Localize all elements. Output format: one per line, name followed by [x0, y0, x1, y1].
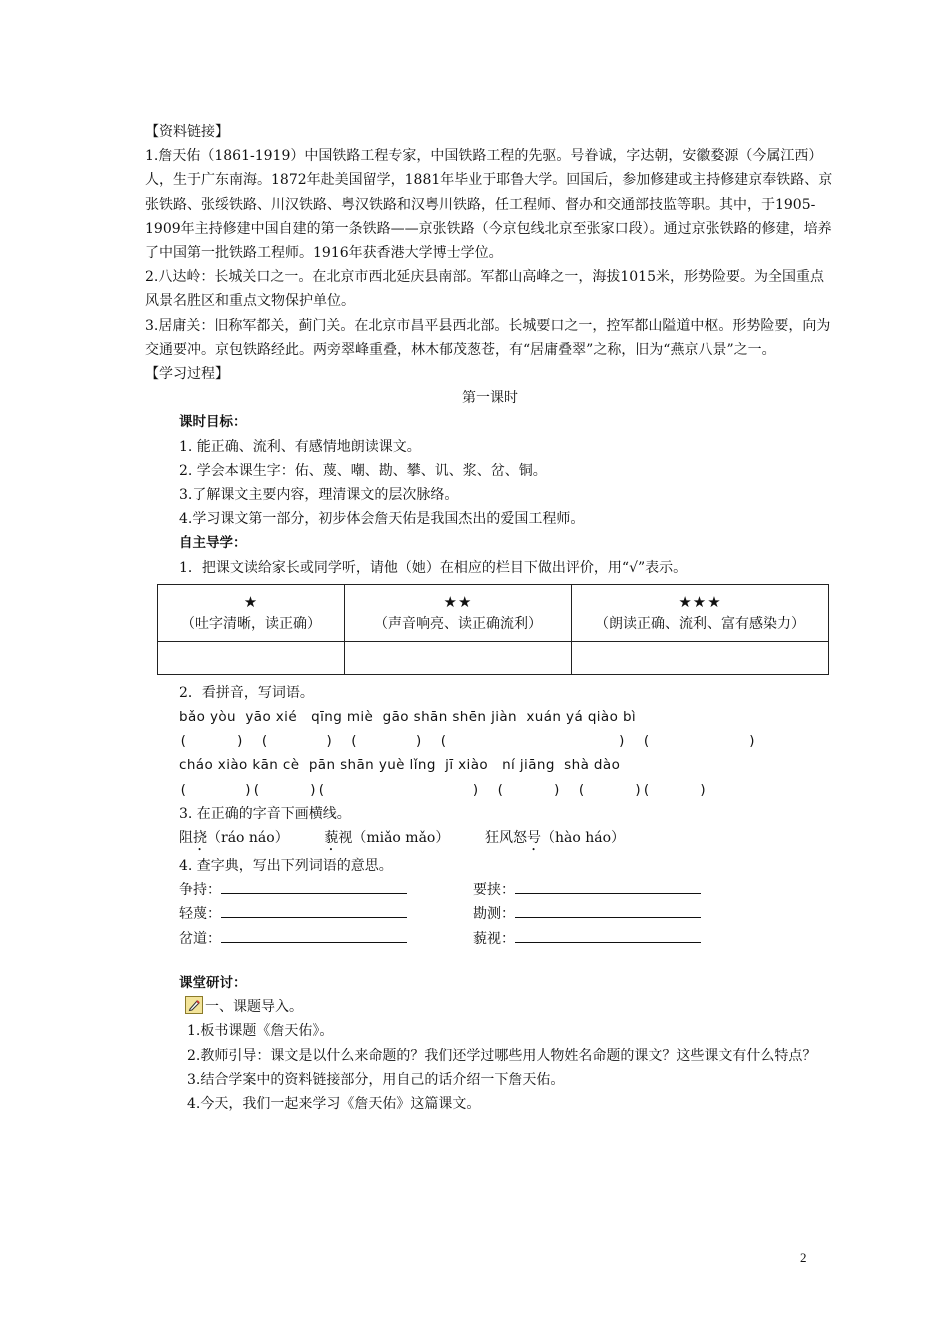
pron-item-3[interactable]: 狂风怒号（hào háo）: [484, 830, 626, 847]
goals-title: 课时目标：: [179, 414, 247, 431]
definition-row: 藐视：: [473, 927, 773, 951]
goal-1: 1. 能正确、流利、有感情地朗读课文。: [179, 438, 421, 455]
star-rating-2: ★★: [443, 592, 473, 611]
goal-4: 4.学习课文第一部分，初步体会詹天佑是我国杰出的爱国工程师。: [179, 511, 585, 528]
task-1: 1．把课文读给家长或同学听，请他（她）在相应的栏目下做出评价，用“√”表示。: [179, 559, 688, 576]
step-1: 1.板书课题《詹天佑》。: [187, 1023, 334, 1040]
definition-row: 要挟：: [473, 878, 773, 902]
eval-desc-2: （声音响亮、读正确流利）: [374, 615, 542, 632]
eval-cell-1[interactable]: [158, 641, 345, 674]
eval-col-1: [158, 584, 345, 641]
lesson-title: 第一课时: [462, 390, 518, 407]
definition-grid: [179, 878, 835, 951]
goal-2: 2. 学会本课生字：佑、蔑、嘲、勘、攀、讥、浆、岔、铜。: [179, 462, 547, 479]
page-number: 2: [800, 1250, 807, 1265]
self-study-title: 自主导学：: [179, 535, 247, 552]
step-4: 4.今天，我们一起来学习《詹天佑》这篇课文。: [187, 1095, 481, 1112]
evaluation-table: [157, 584, 829, 675]
answer-line[interactable]: [221, 928, 407, 943]
ref-item-2: 2.八达岭：长城关口之一。在北京市西北延庆县南部。军都山高峰之一，海拔1015米，形势险要。为全国重点风景名胜区和重点文物保护单位。: [145, 269, 824, 310]
eval-cell-2[interactable]: [345, 641, 572, 674]
pencil-icon: [185, 996, 203, 1014]
document-page: [145, 120, 835, 1116]
task-4: 4. 查字典，写出下列词语的意思。: [179, 858, 393, 875]
process-header: 【学习过程】: [145, 366, 229, 383]
ref-item-3: 3.居庸关：旧称军都关，蓟门关。在北京市昌平县西北部。长城要口之一，控军都山隘道中枢。形势险要，向为交通要冲。京包铁路经此。两旁翠峰重叠，林木郁茂葱苍，有“居庸叠翠”之称，旧为“燕京八景”之一。: [145, 317, 831, 358]
definition-row: 勘测：: [473, 902, 773, 926]
eval-cell-3[interactable]: [572, 641, 829, 674]
class-title: 课堂研讨：: [179, 974, 247, 991]
answer-line[interactable]: [515, 928, 701, 943]
answer-blanks-2[interactable]: ( )( )( ) ( ) ( )( ): [179, 781, 708, 798]
step-3: 3.结合学案中的资料链接部分，用自己的话介绍一下詹天佑。: [187, 1071, 565, 1088]
section-1-title: 一、课题导入。: [145, 995, 835, 1019]
step-2: 2.教师引导：课文是以什么来命题的？我们还学过哪些用人物姓名命题的课文？这些课文有什么特点？: [187, 1047, 817, 1064]
ref-item-1: 1.詹天佑（1861-1919）中国铁路工程专家，中国铁路工程的先驱。号眷诚，字达朝，安徽婺源（今属江西）人，生于广东南海。1872年赴美国留学，1881年毕业于耶鲁大学。回国后，参加修建或主持修建京奉铁路、京张铁路、张绥铁路、川汉铁路、粤汉铁路和汉粤川铁路，任工程师、督办和交通部技监等职。其中，于1905-1909年主持修建中国自建的第一条铁路——京张铁路（今京包线北京至张家口段）。通过京张铁路的修建，培养了中国第一批铁路工程师。1916年获香港大学博士学位。: [145, 148, 833, 262]
eval-desc-1: （吐字清晰，读正确）: [181, 615, 321, 632]
answer-blanks-1[interactable]: ( ) ( ) ( ) ( ) ( ): [179, 733, 757, 750]
pinyin-line-1: bǎo yòu yāo xié qīng miè gāo shān shēn jiàn xuán yá qiào bì: [179, 709, 637, 726]
eval-col-2: [345, 584, 572, 641]
pron-item-2[interactable]: 藐视（miǎo mǎo）: [324, 830, 450, 847]
answer-line[interactable]: [515, 879, 701, 894]
task-3-items: [145, 826, 835, 854]
answer-line[interactable]: [221, 879, 407, 894]
definition-row: 岔道：: [179, 927, 473, 951]
definition-row: 轻蔑：: [179, 902, 473, 926]
eval-col-3: [572, 584, 829, 641]
goal-3: 3.了解课文主要内容，理清课文的层次脉络。: [179, 487, 459, 504]
task-3: 3. 在正确的字音下画横线。: [179, 805, 351, 822]
definition-row: 争持：: [179, 878, 473, 902]
answer-line[interactable]: [515, 903, 701, 918]
pinyin-line-2: cháo xiào kān cè pān shān yuè lǐng jī xiào ní jiāng shà dào: [179, 757, 621, 774]
ref-header: 【资料链接】: [145, 124, 229, 140]
pron-item-1[interactable]: 阻挠（ráo náo）: [179, 830, 289, 847]
task-2: 2．看拼音，写词语。: [179, 684, 314, 701]
eval-desc-3: （朗读正确、流利、富有感染力）: [595, 615, 805, 632]
star-rating-1: ★: [243, 592, 259, 611]
star-rating-3: ★★★: [678, 592, 722, 611]
answer-line[interactable]: [221, 903, 407, 918]
